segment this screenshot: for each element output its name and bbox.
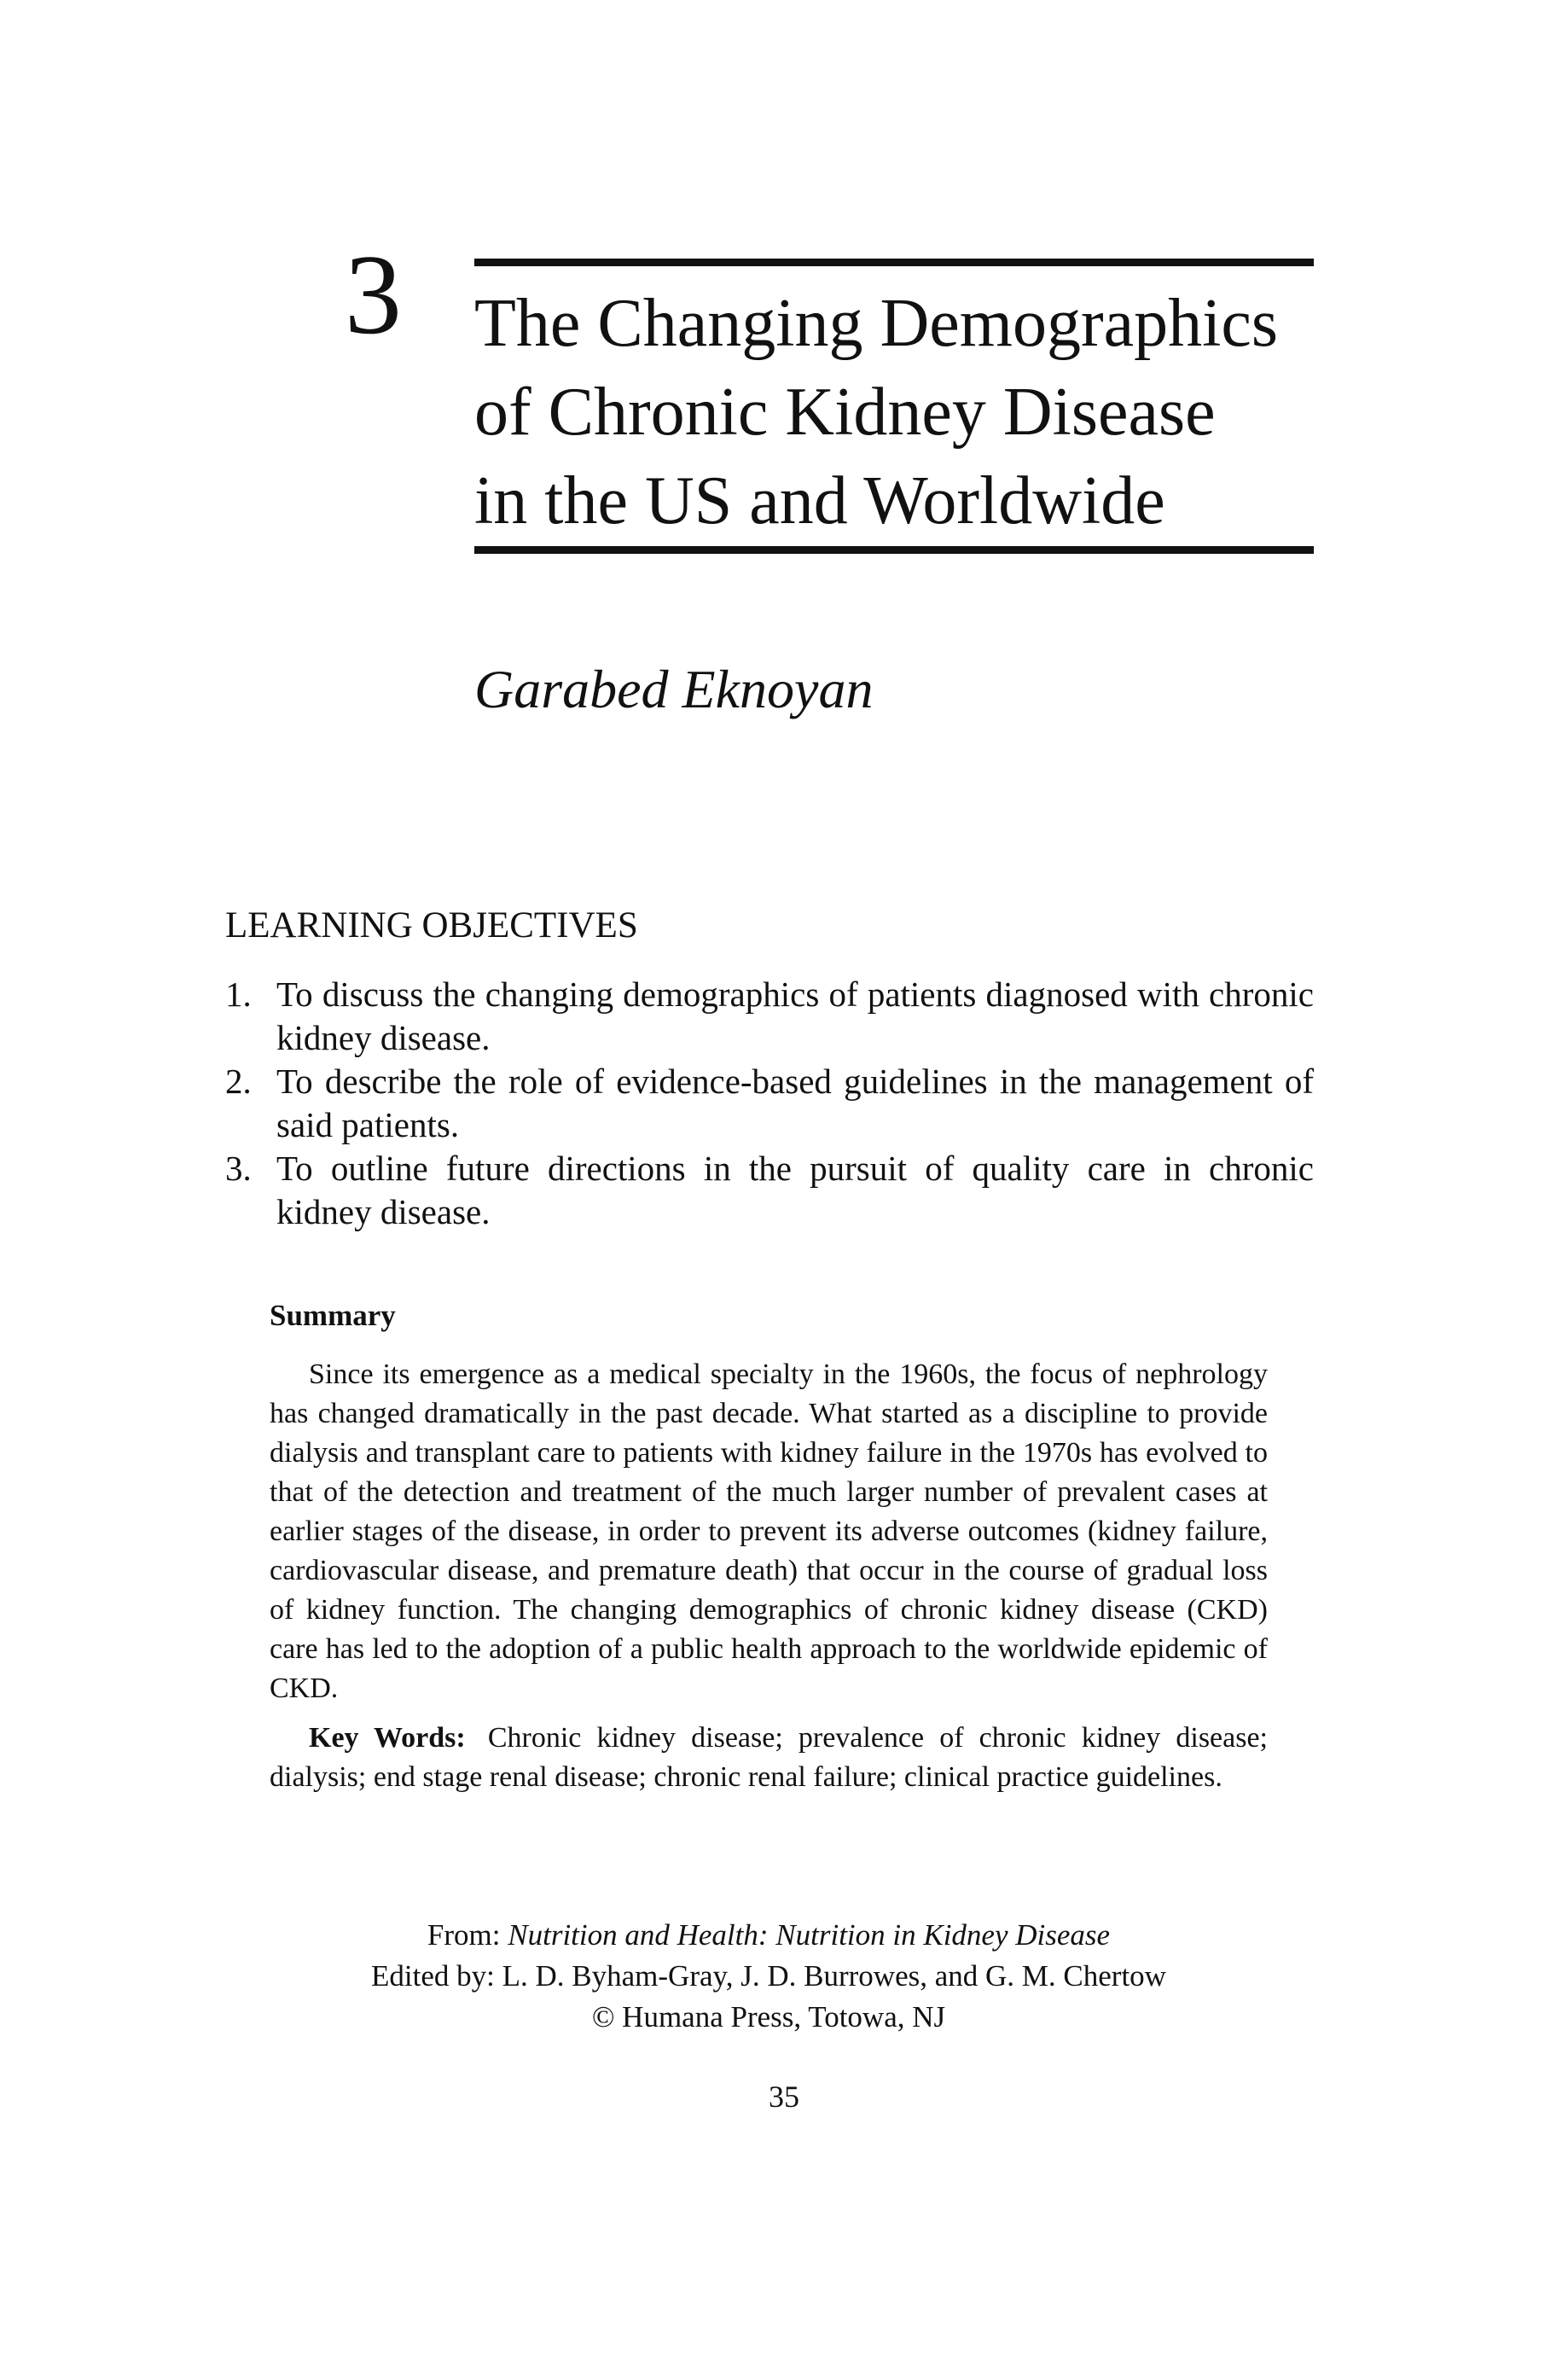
page-number: 35 — [769, 2080, 799, 2114]
key-words-label: Key Words: — [309, 1722, 466, 1754]
objective-text: To outline future directions in the pursuit of quality care in chronic kidney disease. — [276, 1149, 1314, 1231]
chapter-title — [474, 279, 1319, 545]
objective-item — [225, 1060, 1314, 1147]
chapter-author: Garabed Eknoyan — [474, 659, 874, 719]
learning-objectives-list — [225, 973, 1314, 1234]
source-publisher: © Humana Press, Totowa, NJ — [591, 2000, 946, 2033]
summary-paragraph: Since its emergence as a medical specialty in the 1960s, the focus of nephrology has changed dramatically in the past decade. What started as a discipline to provide dialysis and transplant care to patients with kidney failure in the 1970s has evolved to that of the detection and treatment of the much larger number of prevalent cases at earlier stages of the disease, in order to prevent its adverse outcomes (kidney failure, cardiovascular disease, and premature death) that occur in the course of gradual loss of kidney function. The changing demographics of chronic kidney disease (CKD) care has led to the adoption of a public health approach to the worldwide epidemic of CKD. — [270, 1359, 1268, 1704]
summary-heading: Summary — [270, 1299, 396, 1332]
source-citation — [270, 1915, 1268, 2038]
chapter-number: 3 — [345, 231, 402, 358]
chapter-title-line: The Changing Demographics — [474, 286, 1278, 361]
key-words-paragraph — [270, 1719, 1268, 1797]
objective-text: To describe the role of evidence-based guidelines in the management of said patients. — [276, 1062, 1314, 1144]
objective-item — [225, 1147, 1314, 1234]
objective-number: 2. — [225, 1062, 252, 1101]
title-top-rule — [474, 259, 1314, 266]
objective-text: To discuss the changing demographics of patients diagnosed with chronic kidney disease. — [276, 975, 1314, 1057]
chapter-title-line: in the US and Worldwide — [474, 463, 1165, 538]
source-from-label: From: — [427, 1918, 501, 1952]
source-from-line — [270, 1915, 1268, 1956]
objective-number: 3. — [225, 1149, 252, 1188]
chapter-title-line: of Chronic Kidney Disease — [474, 375, 1216, 450]
objective-item — [225, 973, 1314, 1060]
source-editors: Edited by: L. D. Byham-Gray, J. D. Burrowes, and G. M. Chertow — [371, 1959, 1166, 1993]
title-bottom-rule — [474, 546, 1314, 554]
learning-objectives-heading: LEARNING OBJECTIVES — [225, 905, 638, 945]
key-words-text: Chronic kidney disease; prevalence of chronic kidney disease; dialysis; end stage renal disease; chronic renal failure; clinical practice guidelines. — [270, 1722, 1268, 1793]
objective-number: 1. — [225, 975, 252, 1014]
source-book-title: Nutrition and Health: Nutrition in Kidney Disease — [508, 1918, 1111, 1952]
